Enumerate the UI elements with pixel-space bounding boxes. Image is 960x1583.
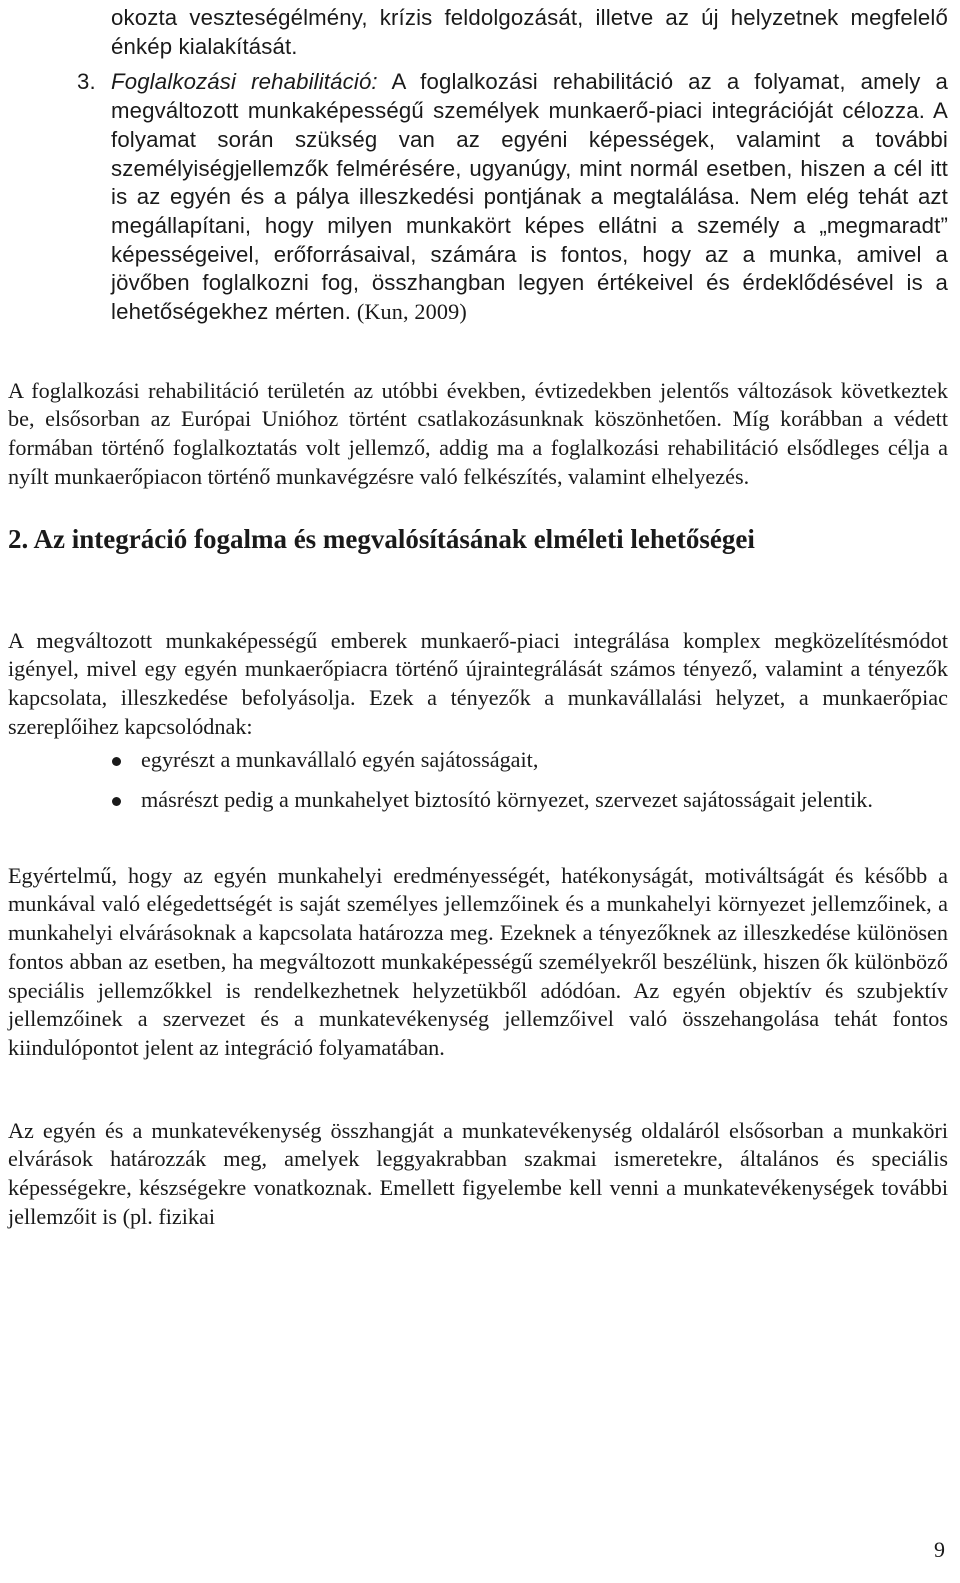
section-heading: 2. Az integráció fogalma és megvalósításának elméleti lehetőségei <box>8 523 755 554</box>
item-number: 3. <box>77 69 96 95</box>
bullet-icon <box>112 757 121 766</box>
list-item: egyrészt a munkavállaló egyén sajátosságait, <box>141 746 948 775</box>
continuation-paragraph: okozta veszteségélmény, krízis feldolgozását, illetve az új helyzetnek megfelelő énkép kialakítását. <box>111 5 948 59</box>
item-text: A foglalkozási rehabilitáció az a folyamat, amely a megváltozott munkaképességű személyek munkaerő-piaci integrációját célozza. A folyamat során szükség van az egyéni képességek, valamint a további személyiségjellemzők felmérésére, ugyanúgy, mint normál esetben, hiszen a cél itt is az egyén és a pálya illeszkedési pontjának a megtalálása. Nem elég tehát azt megállapítani, hogy milyen munkakört képes ellátni a személy a „megmaradt” képességeivel, erőforrásaival, számára is fontos, hogy az a munka, amivel a jövőben foglalkozni fog, összhangban legyen értékeivel és érdeklődésével is a lehetőségekhez mérten. <box>111 69 948 325</box>
bullet-icon <box>112 797 121 806</box>
paragraph-work-activity: Az egyén és a munkatevékenység összhangját a munkatevékenység oldaláról elsősorban a munkaköri elvárások határozzák meg, amelyek leggyakrabban szakmai ismeretekre, általános és speciális képességekre, készségekre vonatkoznak. Emellett figyelembe kell venni a munkatevékenységek további jellemzőit is (pl. fizikai <box>8 1117 948 1229</box>
item-title: Foglalkozási rehabilitáció: <box>111 69 378 95</box>
paragraph-rehabilitation-changes: A foglalkozási rehabilitáció területén az utóbbi években, évtizedekben jelentős változások következtek be, elsősorban az Európai Unióhoz történt csatlakozásunknak köszönhetően. Míg korábban a védett formában történő foglalkoztatás volt jellemző, addig ma a foglalkozási rehabilitáció elsődleges célja a nyílt munkaerőpiacon történő munkavégzésre való felkészítés, valamint elhelyezés. <box>8 377 948 489</box>
document-page <box>8 0 948 1232</box>
bullet-list <box>8 746 948 814</box>
item-citation: (Kun, 2009) <box>351 299 467 325</box>
paragraph-individual-effectiveness: Egyértelmű, hogy az egyén munkahelyi eredményességét, hatékonyságát, motiváltságát és később a munkával való elégedettségét is saját személyes jellemzőinek és a munkahelyi környezet jellemzőinek, a munkahelyi elvárásoknak a kapcsolata határozza meg. Ezeknek a tényezőknek az illeszkedése különösen fontos abban az esetben, ha megváltozott munkaképességű személyekről beszélünk, hiszen ők különböző speciális jellemzőkkel is rendelkezhetnek helyzetükből adódóan. Az egyén objektív és szubjektív jellemzőinek a szervezet és a munkatevékenység jellemzőivel való összehangolása tehát fontos kiindulópontot jelent az integráció folyamatában. <box>8 862 948 1060</box>
page-number: 9 <box>934 1537 945 1562</box>
numbered-item-3 <box>77 68 948 326</box>
paragraph-integration: A megváltozott munkaképességű emberek munkaerő-piaci integrálása komplex megközelítésmódot igényel, mivel egy egyén munkaerőpiacra történő újraintegrálását számos tényező, valamint a tényezők kapcsolata, illeszkedése befolyásolja. Ezek a tényezők a munkavállalási helyzet, a munkaerőpiac szereplőihez kapcsolódnak: <box>8 627 948 739</box>
list-item: másrészt pedig a munkahelyet biztosító környezet, szervezet sajátosságait jelentik. <box>141 786 948 815</box>
